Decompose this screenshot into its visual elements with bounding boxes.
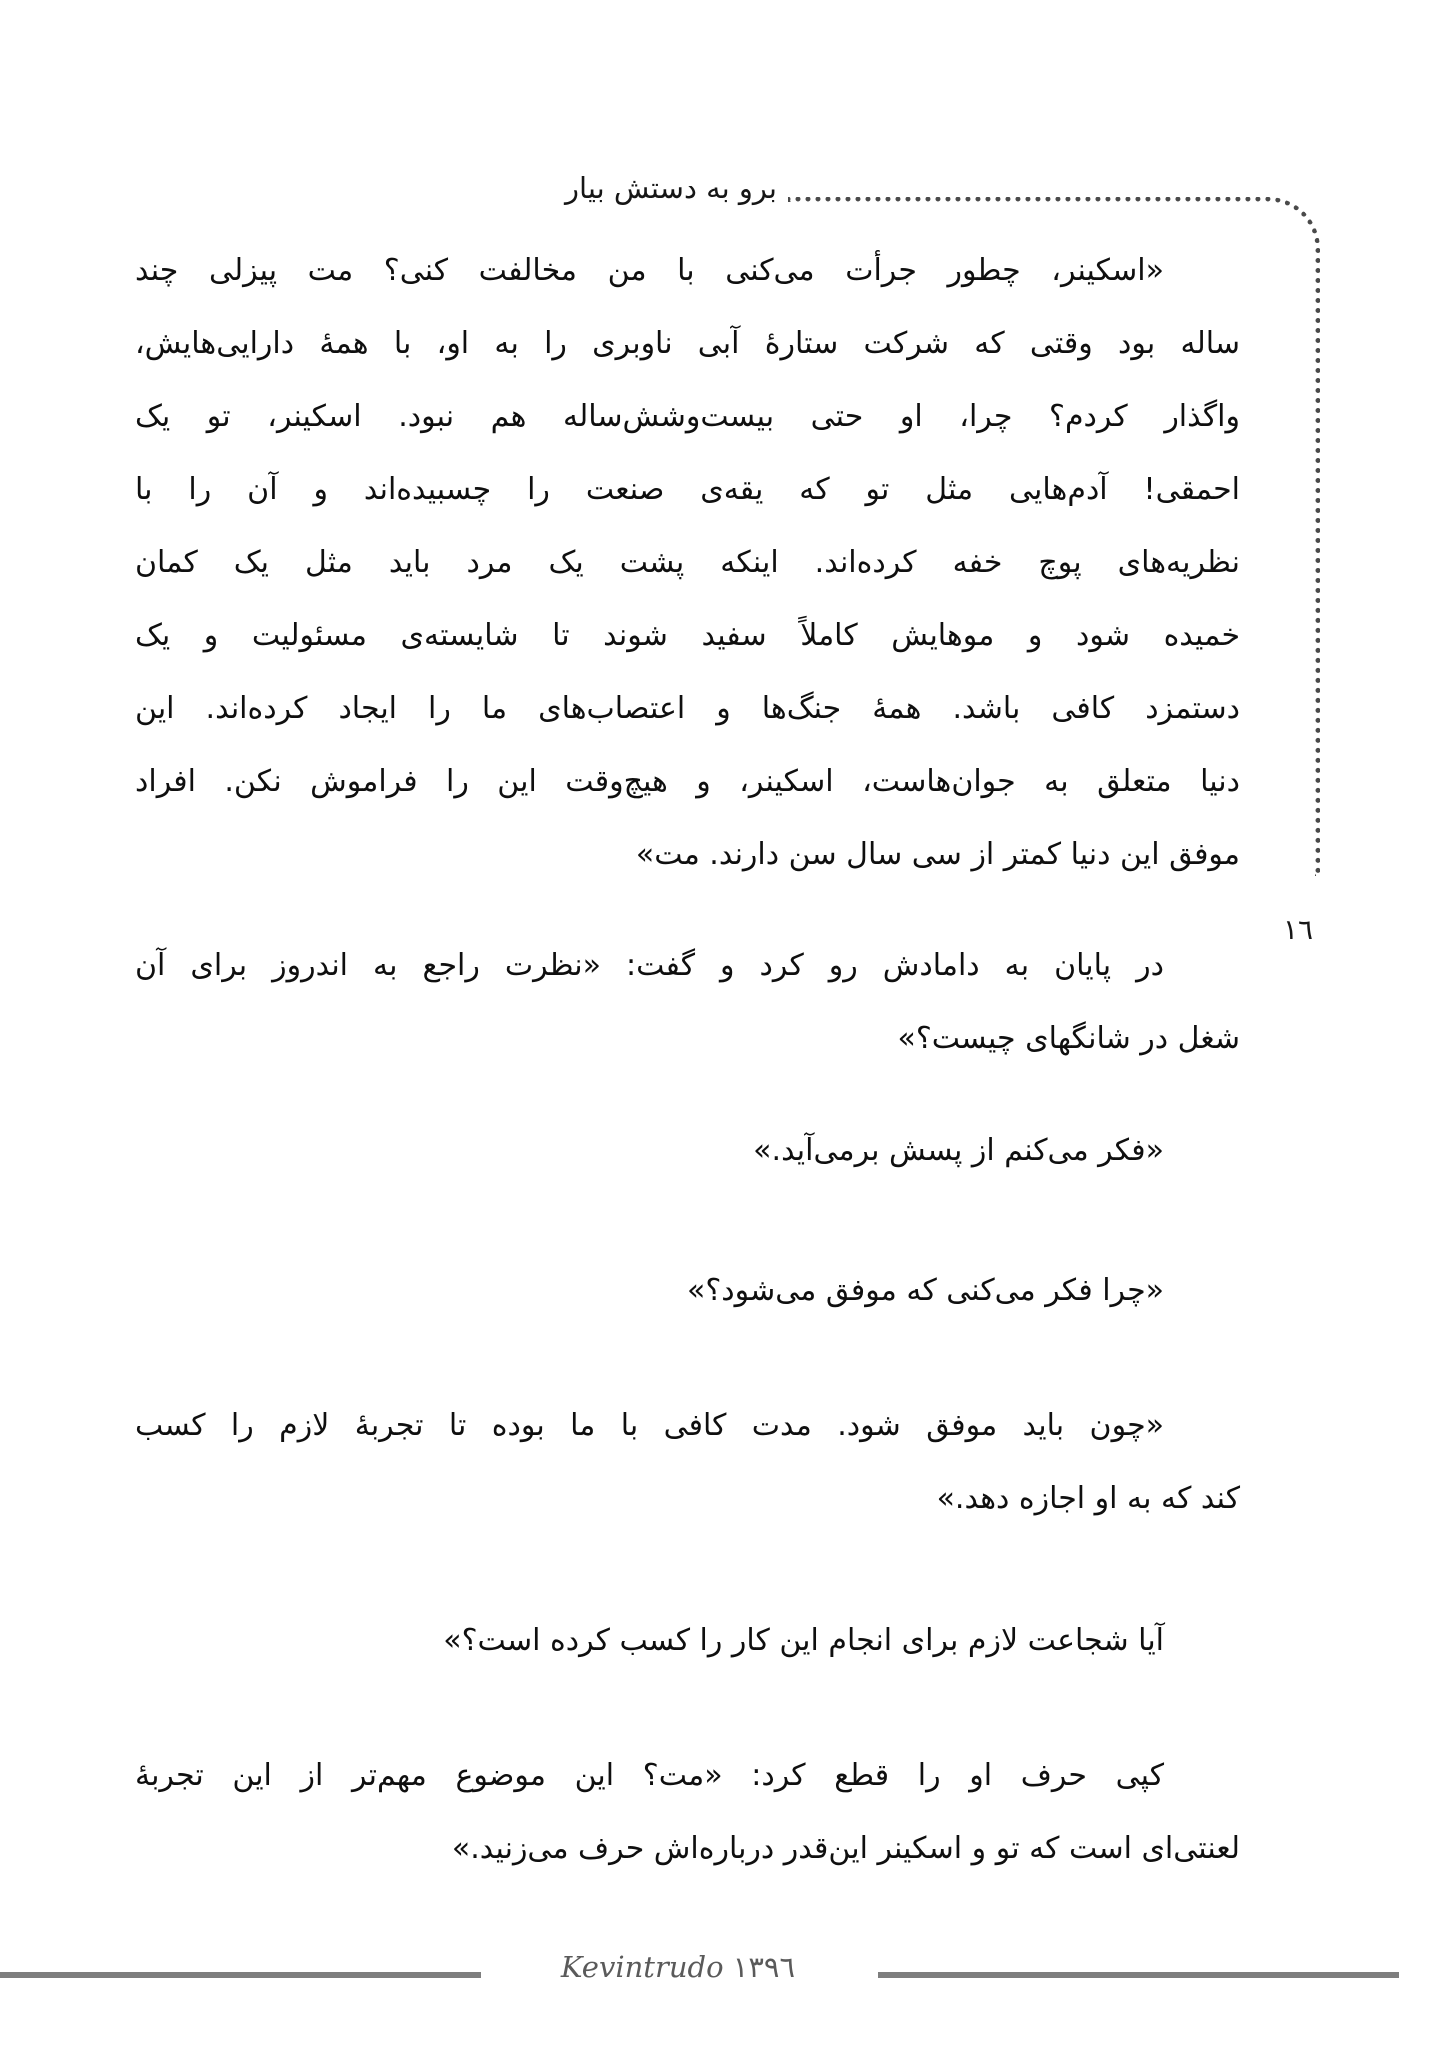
paragraph — [135, 234, 1240, 891]
text-line: دنیا متعلق به جوان‌هاست، اسکینر، و هیچ‌وقت این را فراموش نکن. افراد — [135, 764, 1240, 799]
text-line: موفق این دنیا کمتر از سی سال سن دارند. مت» — [635, 837, 1240, 872]
running-header-title: برو به دستش بیار — [565, 171, 777, 205]
text-line: لعنتی‌ای است که تو و اسکینر این‌قدر درباره‌اش حرف می‌زنید.» — [451, 1831, 1240, 1866]
text-line: شغل در شانگهای چیست؟» — [897, 1021, 1240, 1056]
text-line: خمیده شود و موهایش کاملاً سفید شوند تا شایسته‌ی مسئولیت و یک — [135, 618, 1240, 653]
footer-rule-left — [0, 1972, 481, 1978]
text-line: واگذار کردم؟ چرا، او حتی بیست‌وشش‌ساله هم نبود. اسکینر، تو یک — [135, 399, 1240, 434]
text-line: ساله بود وقتی که شرکت ستارهٔ آبی ناوبری را به او، با همهٔ دارایی‌هایش، — [135, 326, 1240, 361]
text-line: در پایان به دامادش رو کرد و گفت: «نظرت راجع به اندروز برای آن — [135, 948, 1164, 983]
text-line: «چرا فکر می‌کنی که موفق می‌شود؟» — [687, 1273, 1164, 1308]
paragraph — [135, 1604, 1240, 1677]
paragraph — [135, 1739, 1240, 1885]
paragraph — [135, 1114, 1240, 1187]
text-line: دستمزد کافی باشد. همهٔ جنگ‌ها و اعتصاب‌های ما را ایجاد کرده‌اند. این — [135, 691, 1240, 726]
paragraph — [135, 1389, 1240, 1535]
text-line: نظریه‌های پوچ خفه کرده‌اند. اینکه پشت یک مرد باید مثل یک کمان — [135, 545, 1240, 580]
footer-publisher: Kevintrudo — [560, 1950, 724, 1984]
text-line: احمقی! آدم‌هایی مثل تو که یقه‌ی صنعت را چسبیده‌اند و آن را با — [135, 472, 1240, 507]
text-line: کند که به او اجازه دهد.» — [936, 1481, 1240, 1516]
text-line: آیا شجاعت لازم برای انجام این کار را کسب کرده است؟» — [443, 1623, 1164, 1658]
text-line: «چون باید موفق شود. مدت کافی با ما بوده تا تجربهٔ لازم را کسب — [135, 1408, 1164, 1443]
page-number: ١٦ — [1283, 913, 1314, 946]
footer-rule-right — [878, 1972, 1399, 1978]
footer-year: ۱۳۹٦ — [732, 1950, 796, 1984]
text-line: کپی حرف او را قطع کرد: «مت؟ این موضوع مهم‌تر از این تجربهٔ — [135, 1758, 1164, 1793]
paragraph — [135, 929, 1240, 1075]
text-line: «فکر می‌کنم از پسش برمی‌آید.» — [753, 1133, 1164, 1168]
text-line: «اسکینر، چطور جرأت می‌کنی با من مخالفت کنی؟ مت پیزلی چند — [135, 253, 1164, 288]
footer — [480, 1950, 880, 1984]
paragraph — [135, 1254, 1240, 1327]
